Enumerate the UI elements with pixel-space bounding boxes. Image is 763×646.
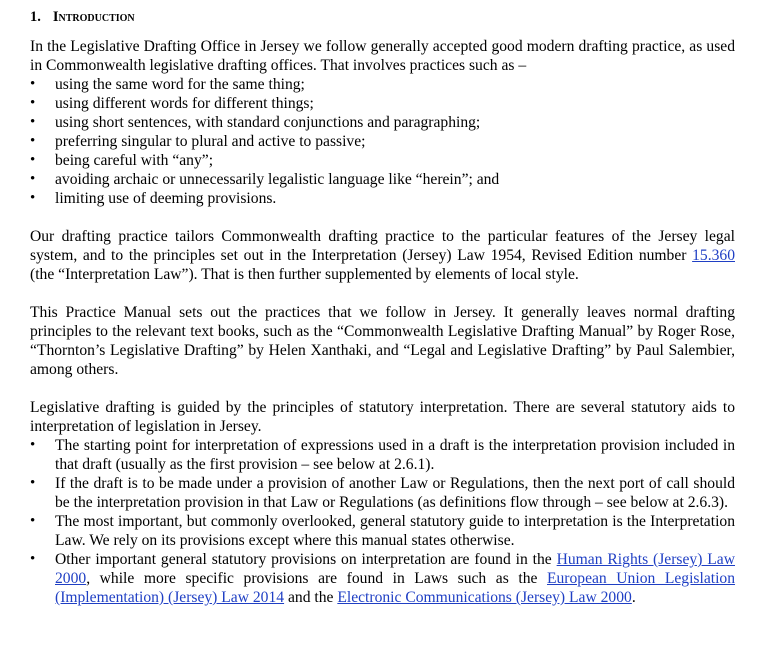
list-item-text: , while more specific provisions are found in Laws such as the xyxy=(86,570,547,587)
electronic-communications-law-link[interactable]: Electronic Communications (Jersey) Law 2000 xyxy=(337,589,632,606)
paragraph-text: (the “Interpretation Law”). That is then further supplemented by elements of local style. xyxy=(30,266,579,283)
statutory-interpretation-paragraph: Legislative drafting is guided by the principles of statutory interpretation. There are several statutory aids to interpretation of legislation in Jersey. xyxy=(30,399,735,435)
list-item: • using short sentences, with standard conjunctions and paragraphing; xyxy=(30,113,735,132)
section-title: Introduction xyxy=(52,9,135,25)
paragraph-text: Our drafting practice tailors Commonwealth drafting practice to the particular features of the Jersey legal system, and to the principles set out in the Interpretation (Jersey) Law 1954, Revised Edition number xyxy=(30,228,735,264)
statutory-aids-list xyxy=(30,436,735,607)
list-item: • using different words for different things; xyxy=(30,94,735,113)
practices-list xyxy=(30,75,735,208)
practice-manual-paragraph: This Practice Manual sets out the practices that we follow in Jersey. It generally leaves normal drafting principles to the relevant text books, such as the “Commonwealth Legislative Drafting Manual” by Roger Rose, “Thornton’s Legislative Drafting” by Helen Xanthaki, and “Legal and Legislative Drafting” by Paul Salembier, among others. xyxy=(30,304,735,378)
list-item: • using the same word for the same thing; xyxy=(30,75,735,94)
list-item xyxy=(30,550,735,607)
list-item: • If the draft is to be made under a provision of another Law or Regulations, then the next port of call should be the interpretation provision in that Law or Regulations (as definitions flow through – see below at 2.6.3). xyxy=(30,474,735,512)
list-item: • being careful with “any”; xyxy=(30,151,735,170)
list-item: • preferring singular to plural and active to passive; xyxy=(30,132,735,151)
list-item-text: . xyxy=(631,589,636,606)
list-item-text: and the xyxy=(284,589,338,606)
human-rights-law-link[interactable]: Human Rights (Jersey) Law 2000 xyxy=(55,551,735,587)
drafting-practice-paragraph xyxy=(30,227,735,284)
list-item: • The most important, but commonly overlooked, general statutory guide to interpretation is the Interpretation Law. We rely on its provisions except where this manual states otherwise. xyxy=(30,512,735,550)
section-heading xyxy=(30,8,735,27)
list-item: • avoiding archaic or unnecessarily legalistic language like “herein”; and xyxy=(30,170,735,189)
revised-edition-link[interactable]: 15.360 xyxy=(692,247,735,264)
document-page xyxy=(30,8,735,607)
eu-legislation-law-link[interactable]: European Union Legislation (Implementation) (Jersey) Law 2014 xyxy=(55,570,736,606)
list-item-text: Other important general statutory provisions on interpretation are found in the xyxy=(55,551,557,568)
intro-paragraph: In the Legislative Drafting Office in Jersey we follow generally accepted good modern drafting practice, as used in Commonwealth legislative drafting offices. That involves practices such as – xyxy=(30,38,735,74)
section-number: 1. xyxy=(30,9,41,25)
list-item: • limiting use of deeming provisions. xyxy=(30,189,735,208)
list-item: • The starting point for interpretation of expressions used in a draft is the interpretation provision included in that draft (usually as the first provision – see below at 2.6.1). xyxy=(30,436,735,474)
